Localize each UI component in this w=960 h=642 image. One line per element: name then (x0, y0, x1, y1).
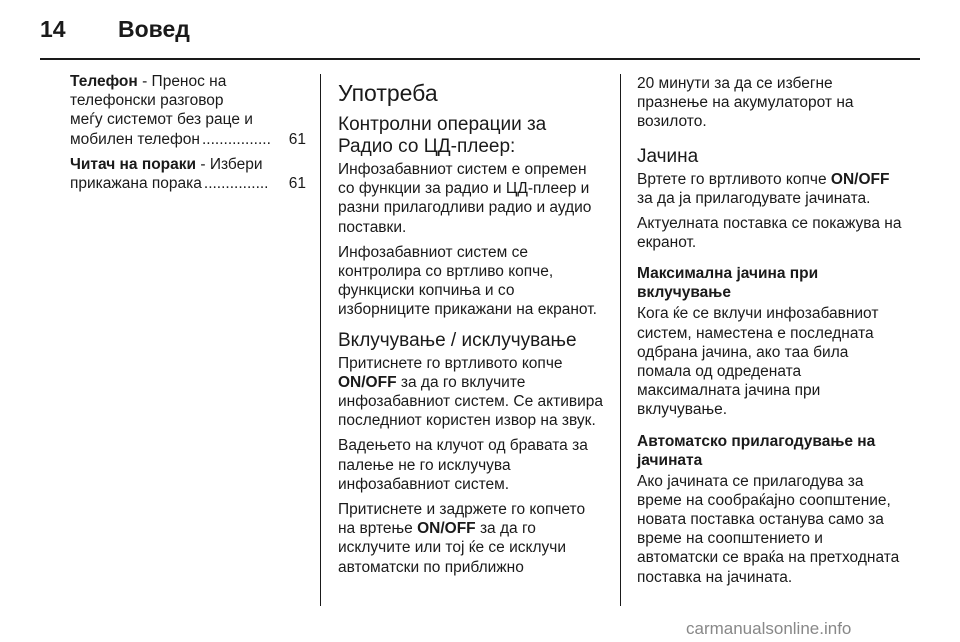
controls-heading: Контролни операции за Радио со ЦД-плеер: (338, 114, 547, 157)
section-title: Употреба (338, 80, 438, 106)
toc-entry-message-reader[interactable] (70, 155, 306, 193)
volume-heading: Јачина (637, 145, 699, 167)
auto-volume-heading: Автоматско прилагодување на јачината (637, 432, 876, 469)
toc-entry-line: телефонски разговор (70, 92, 224, 110)
toc-page-number: 61 (288, 130, 306, 148)
watermark: carmanualsonline.info (686, 619, 852, 638)
on-off-key-label: ON/OFF (830, 170, 890, 188)
column-divider-1 (320, 74, 321, 606)
max-volume-heading: Максимална јачина при вклучување (637, 265, 819, 302)
toc-page-number: 61 (288, 175, 306, 193)
toc-entry-line: меѓу системот без раце и (70, 111, 253, 129)
volume-column (637, 72, 905, 593)
column-divider-2 (620, 74, 621, 606)
on-off-paragraph-1: Притиснете го вртливото копче ON/OFF за да го вклучите инфозабавниот систем. Се активира последниот користен извор на звук. (338, 354, 603, 430)
toc-entry-term: Телефон (70, 73, 138, 90)
toc-leader-dots: ................ (201, 130, 271, 148)
auto-volume-paragraph: Ако јачината се прилагодува за време на сообраќајно соопштение, новата поставка останува само за време на соопштението и автоматски се враќа на претходната поставка на јачината. (637, 472, 900, 586)
controls-paragraph-2: Инфозабавниот систем се контролира со вртливо копче, функциски копчиња и со изборниците прикажани на екранот. (338, 243, 597, 319)
toc-leader-dots: ............... (203, 175, 269, 193)
max-volume-paragraph: Кога ќе се вклучи инфозабавниот систем, наместена е последната одбрана јачина, ако таа била помала од одредената максималната јачина при вклучување. (637, 305, 879, 419)
page-number: 14 (40, 16, 66, 42)
on-off-paragraph-2: Вадењето на клучот од бравата за палење не го исклучува инфозабавниот систем. (338, 437, 588, 493)
toc-entry-desc: - Пренос на (137, 73, 227, 90)
continued-paragraph: 20 минути за да се избегне празнење на акумулаторот на возилото. (637, 75, 854, 131)
on-off-paragraph-3: Притиснете и задржете го копчето на вртење ON/OFF за да го исклучите или тој ќе се исклучи автоматски по приближно (338, 501, 586, 576)
page-header (40, 16, 920, 56)
volume-paragraph-2: Актуелната поставка се покажува на екранот. (637, 215, 902, 252)
toc-entry-desc: - Избери (196, 155, 263, 173)
controls-paragraph-1: Инфозабавниот систем е опремен со функции за радио и ЦД-плеер и разни прилагодливи радио и аудио поставки. (338, 161, 592, 236)
volume-paragraph-1: Вртете го вртливото копче ON/OFF за да ја прилагодувате јачината. (637, 170, 890, 207)
toc-entry-line: прикажана порака (70, 175, 202, 193)
index-column (70, 72, 306, 199)
on-off-heading: Вклучување / исклучување (338, 329, 577, 351)
on-off-key-label: ON/OFF (338, 373, 397, 391)
toc-entry-telefon[interactable] (70, 72, 306, 149)
toc-entry-term: Читач на пораки (70, 155, 197, 173)
usage-column (338, 72, 606, 583)
chapter-title: Вовед (118, 16, 190, 42)
on-off-key-label: ON/OFF (417, 520, 476, 538)
toc-entry-line: мобилен телефон (70, 130, 200, 148)
header-rule (40, 58, 920, 60)
